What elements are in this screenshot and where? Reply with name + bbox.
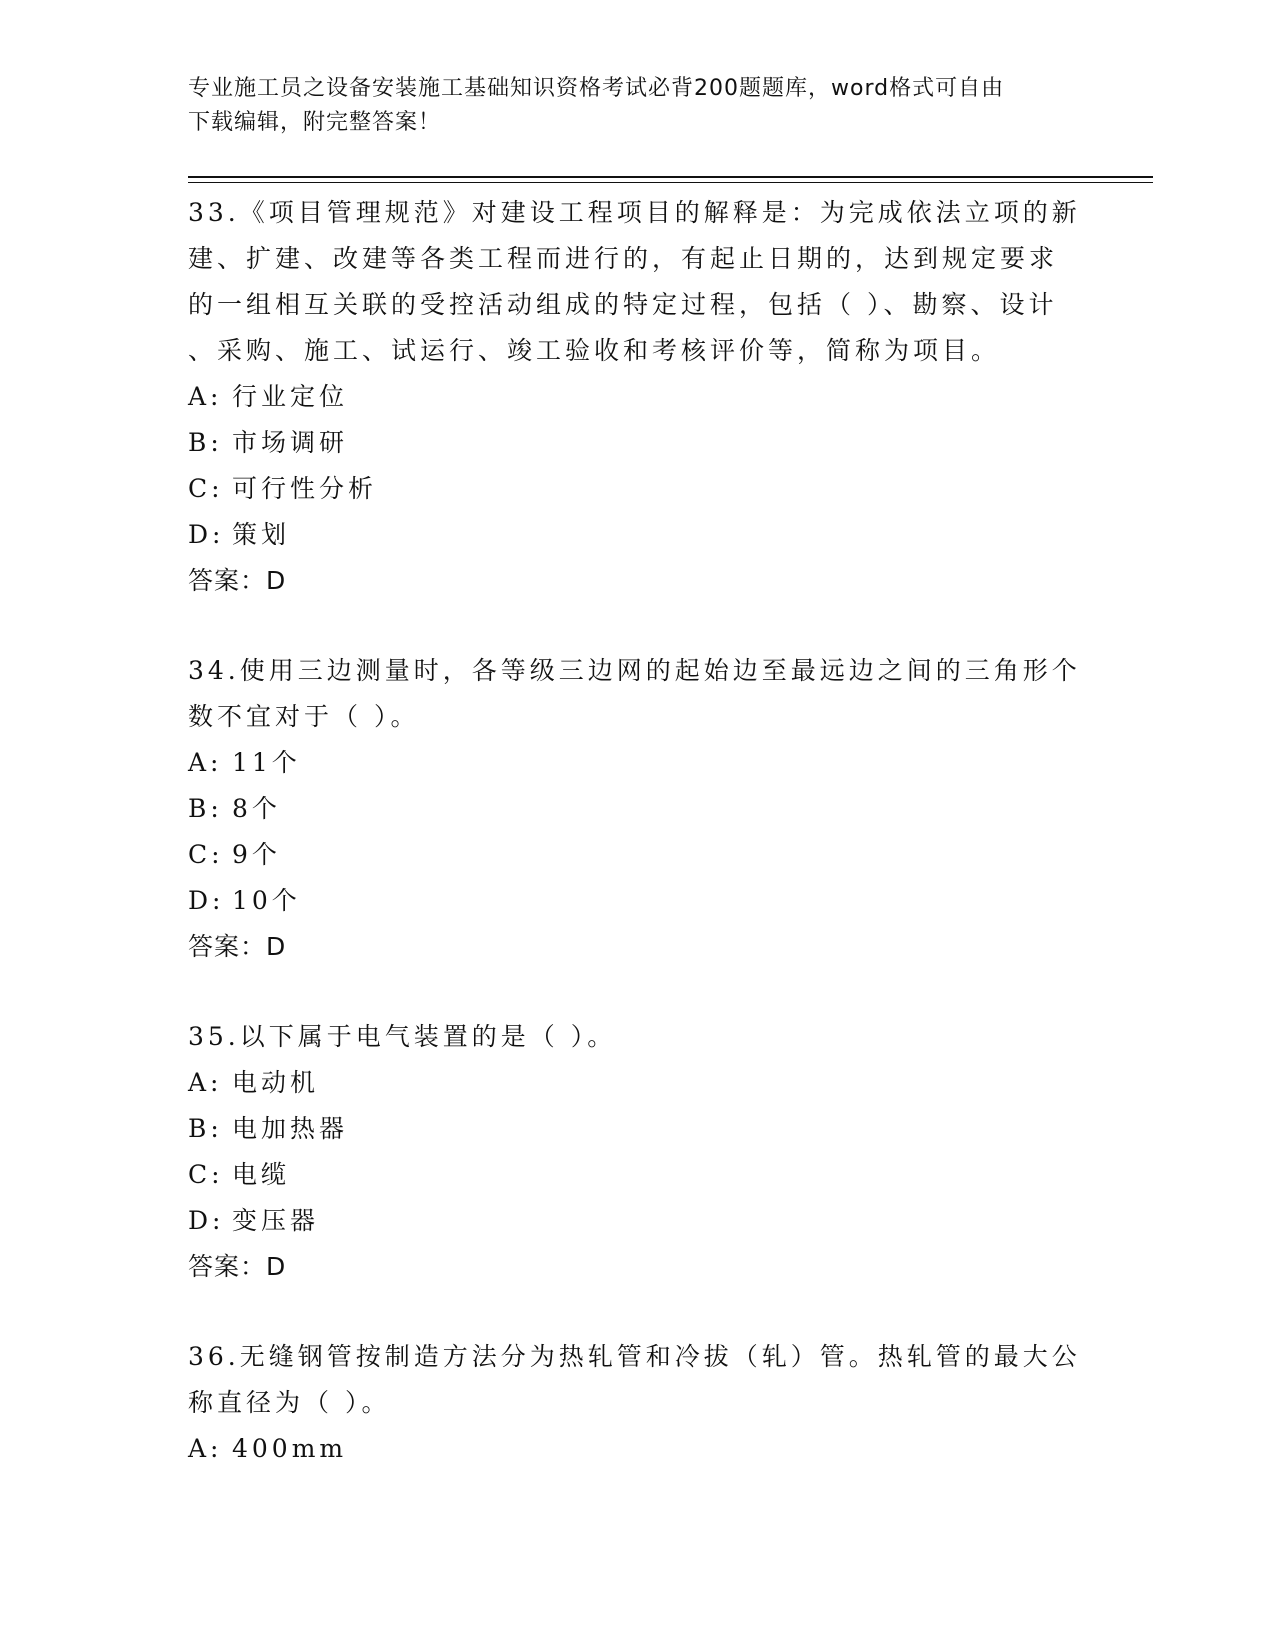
option-c	[188, 466, 1088, 512]
option-text: 10个	[232, 886, 301, 915]
option-d	[188, 1198, 1088, 1244]
question-spacer	[188, 604, 1088, 648]
option-key: D:	[188, 886, 225, 915]
option-c	[188, 832, 1088, 878]
option-a	[188, 1060, 1088, 1106]
question-34	[188, 648, 1088, 970]
question-33	[188, 190, 1088, 604]
option-key: A:	[188, 748, 223, 777]
question-list	[188, 190, 1088, 1472]
header-divider-thick	[188, 176, 1153, 178]
option-key: B:	[188, 428, 223, 457]
option-key: A:	[188, 1068, 223, 1097]
option-text: 11个	[232, 748, 301, 777]
option-key: B:	[188, 1114, 223, 1143]
option-key: D:	[188, 1206, 225, 1235]
header-line-1: 专业施工员之设备安装施工基础知识资格考试必背200题题库，word格式可自由	[188, 76, 1005, 101]
option-key: B:	[188, 794, 223, 823]
question-stem-line: 36.无缝钢管按制造方法分为热轧管和冷拔（轧）管。热轧管的最大公	[188, 1342, 1081, 1371]
document-header	[188, 72, 1088, 140]
option-text: 电缆	[232, 1160, 291, 1189]
option-text: 电动机	[232, 1068, 320, 1097]
option-text: 市场调研	[232, 428, 349, 457]
header-line-2: 下载编辑，附完整答案！	[188, 110, 442, 135]
option-text: 策划	[232, 520, 291, 549]
option-key: A:	[188, 1434, 223, 1463]
question-spacer	[188, 1290, 1088, 1334]
option-text: 8个	[232, 794, 281, 823]
option-key: D:	[188, 520, 225, 549]
option-text: 可行性分析	[232, 474, 378, 503]
option-text: 电加热器	[232, 1114, 349, 1143]
question-stem-line: 33.《项目管理规范》对建设工程项目的解释是：为完成依法立项的新	[188, 198, 1081, 227]
option-a	[188, 740, 1088, 786]
option-a	[188, 1426, 1088, 1472]
question-36	[188, 1334, 1088, 1472]
question-stem-line: 称直径为（ ）。	[188, 1388, 391, 1417]
option-key: A:	[188, 382, 223, 411]
option-text: 400mm	[232, 1434, 348, 1463]
question-stem-line: 的一组相互关联的受控活动组成的特定过程，包括（ ）、勘察、设计	[188, 290, 1058, 319]
option-d	[188, 878, 1088, 924]
option-text: 变压器	[232, 1206, 320, 1235]
question-stem-line: 、采购、施工、试运行、竣工验收和考核评价等，简称为项目。	[188, 336, 1001, 365]
header-divider-thin	[188, 182, 1153, 183]
answer-line: 答案：D	[188, 1252, 287, 1281]
option-c	[188, 1152, 1088, 1198]
option-key: C:	[188, 1160, 224, 1189]
question-stem-line: 建、扩建、改建等各类工程而进行的，有起止日期的，达到规定要求	[188, 244, 1059, 273]
answer-line: 答案：D	[188, 566, 287, 595]
option-text: 9个	[232, 840, 281, 869]
option-text: 行业定位	[232, 382, 349, 411]
option-b	[188, 786, 1088, 832]
option-b	[188, 1106, 1088, 1152]
option-d	[188, 512, 1088, 558]
option-b	[188, 420, 1088, 466]
question-stem-line: 数不宜对于（ ）。	[188, 702, 420, 731]
question-35	[188, 1014, 1088, 1290]
option-key: C:	[188, 474, 224, 503]
option-key: C:	[188, 840, 224, 869]
answer-line: 答案：D	[188, 932, 287, 961]
question-stem-line: 35.以下属于电气装置的是（ ）。	[188, 1022, 617, 1051]
question-stem-line: 34.使用三边测量时，各等级三边网的起始边至最远边之间的三角形个	[188, 656, 1081, 685]
question-spacer	[188, 970, 1088, 1014]
option-a	[188, 374, 1088, 420]
